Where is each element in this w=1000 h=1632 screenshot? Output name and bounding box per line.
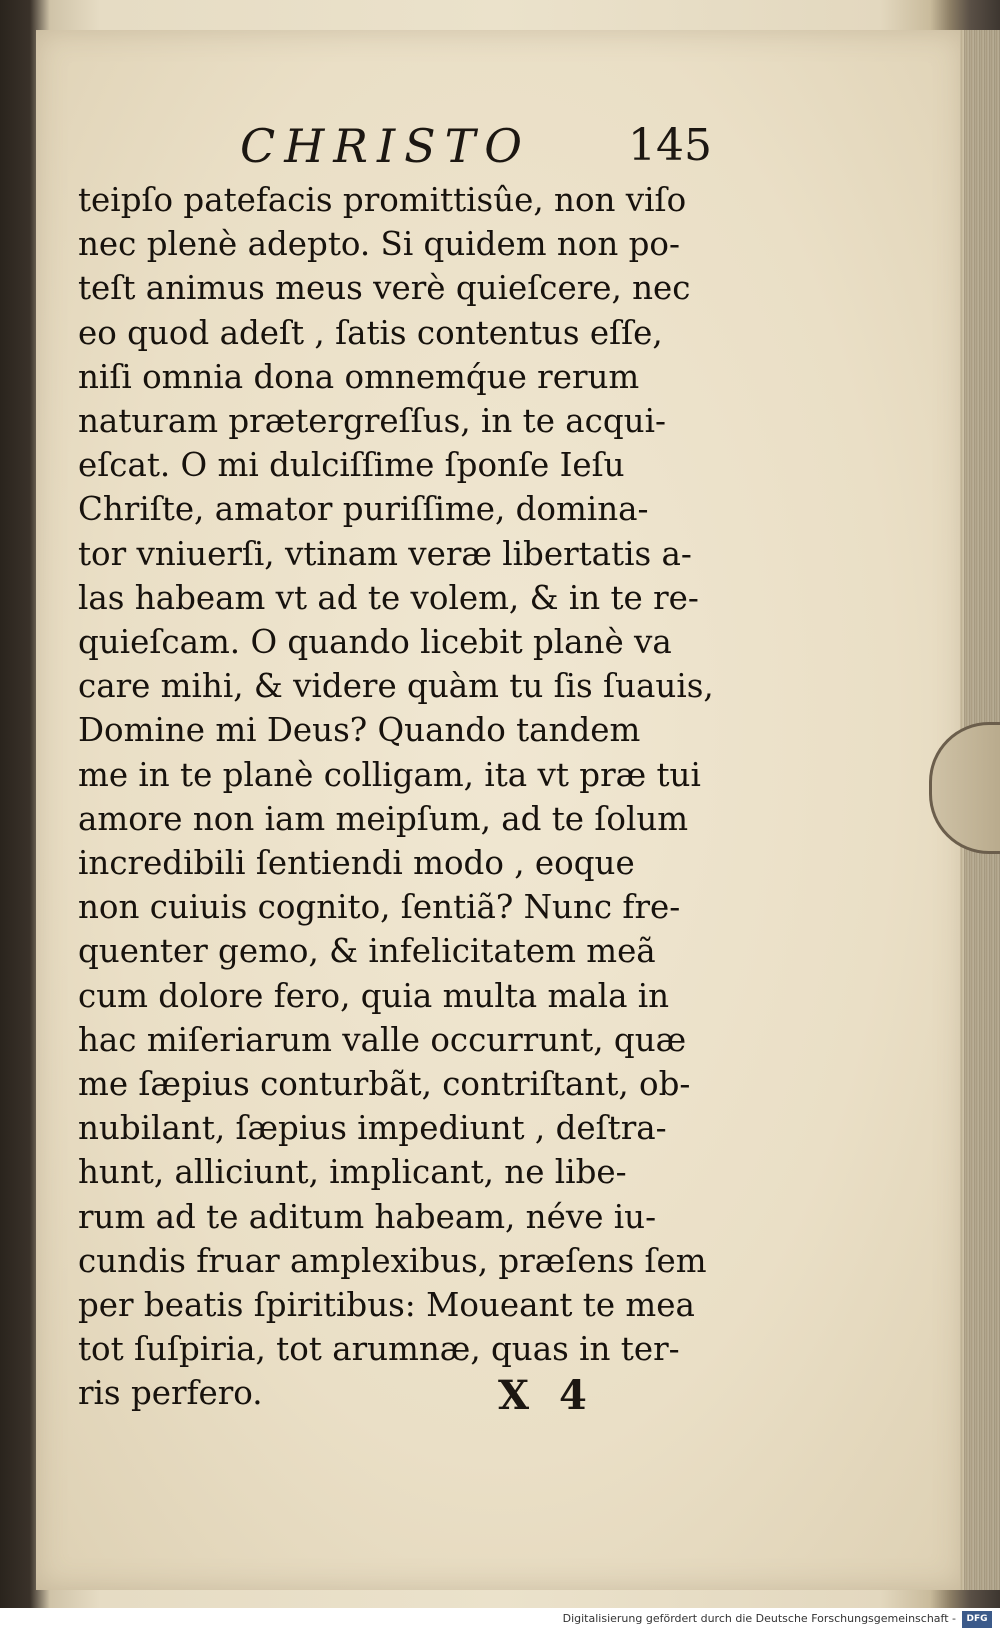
text-line: tor vniuerſi, vtinam veræ libertatis a-: [78, 534, 692, 573]
text-line: me in te planè colligam, ita vt præ tui: [78, 755, 701, 794]
text-line: teſt animus meus verè quieſcere, nec: [78, 269, 691, 308]
text-line: me ſæpius conturbãt, contriſtant, ob-: [78, 1065, 691, 1104]
text-line: Domine mi Deus? Quando tandem: [78, 711, 641, 750]
signature-mark: X 4: [498, 1372, 595, 1419]
text-line: Chriſte, amator puriſſime, domina-: [78, 490, 649, 529]
text-line: naturam prætergreſſus, in te acqui-: [78, 402, 666, 441]
text-line: nubilant, ſæpius impediunt , deſtra-: [78, 1109, 667, 1148]
text-line: eſcat. O mi dulciſſime ſponſe Ieſu: [78, 446, 625, 485]
text-line: quenter gemo, & infelicitatem meã: [78, 932, 656, 971]
footer-credit: Digitalisierung gefördert durch die Deutsche Forschungsgemeinschaft -: [562, 1612, 956, 1625]
dfg-logo: DFG: [962, 1611, 992, 1628]
text-line: nec plenè adepto. Si quidem non po-: [78, 225, 680, 264]
running-title: CHRISTO: [240, 119, 532, 173]
text-line: las habeam vt ad te volem, & in te re-: [78, 578, 699, 617]
text-line: quieſcam. O quando licebit planè va: [78, 623, 672, 662]
text-line: cum dolore fero, quia multa mala in: [78, 976, 670, 1015]
text-line: per beatis ſpiritibus: Moueant te mea: [78, 1286, 695, 1325]
text-line: hunt, alliciunt, implicant, ne libe-: [78, 1153, 627, 1192]
text-line: care mihi, & videre quàm tu ſis ſuauis,: [78, 667, 714, 706]
page-header: [0, 118, 1000, 174]
text-line: ris perfero.: [78, 1374, 263, 1413]
text-line: amore non iam meipſum, ad te ſolum: [78, 799, 689, 838]
text-line: eo quod adeſt , ſatis contentus eſſe,: [78, 313, 663, 352]
page-number: 145: [628, 120, 712, 171]
text-line: niſi omnia dona omnemq́ue rerum: [78, 357, 640, 396]
text-line: incredibili ſentiendi modo , eoque: [78, 844, 635, 883]
text-line: tot ſuſpiria, tot arumnæ, quas in ter-: [78, 1330, 680, 1369]
body-text: [78, 178, 714, 1416]
text-line: non cuiuis cognito, ſentiã? Nunc fre-: [78, 888, 681, 927]
text-line: teipſo patefacis promittisûe, non viſo: [78, 181, 687, 219]
text-line: hac miſeriarum valle occurrunt, quæ: [78, 1020, 687, 1059]
text-line: rum ad te aditum habeam, néve iu-: [78, 1197, 657, 1236]
text-line: cundis fruar amplexibus, præſens ſem: [78, 1241, 707, 1280]
footer-bar: [0, 1608, 1000, 1632]
